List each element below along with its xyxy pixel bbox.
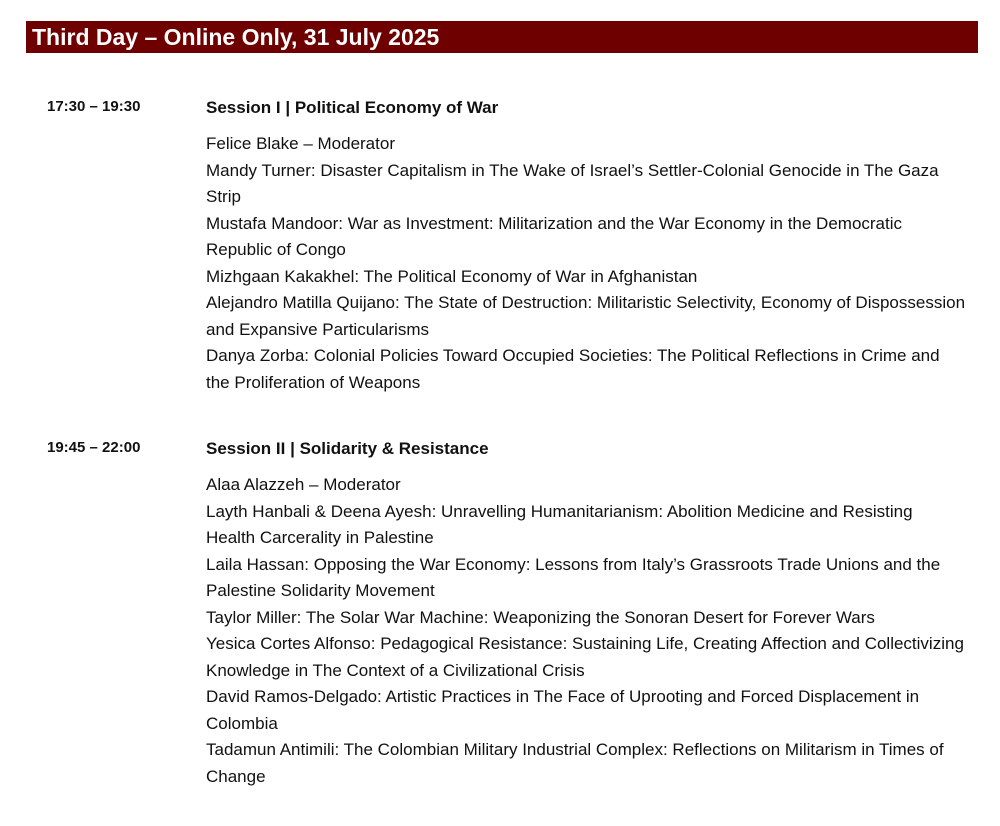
talk-item: Yesica Cortes Alfonso: Pedagogical Resistance: Sustaining Life, Creating Affection and Collectivizing Knowledge in The Context of a Civilizational Crisis <box>206 634 964 680</box>
talk-item: Taylor Miller: The Solar War Machine: Weaponizing the Sonoran Desert for Forever Wars <box>206 607 875 627</box>
moderator: Felice Blake – Moderator <box>206 134 395 153</box>
talk-item: Layth Hanbali & Deena Ayesh: Unravelling Humanitarianism: Abolition Medicine and Resisting Health Carcerality in Palestine <box>206 501 913 547</box>
talk-item: Alejandro Matilla Quijano: The State of Destruction: Militaristic Selectivity, Economy of Dispossession and Expansive Particularisms <box>206 293 966 339</box>
talk-item: Laila Hassan: Opposing the War Economy: Lessons from Italy’s Grassroots Trade Unions and the Palestine Solidarity Movement <box>206 554 941 600</box>
moderator: Alaa Alazzeh – Moderator <box>206 475 401 494</box>
talk-item: Tadamun Antimili: The Colombian Military Industrial Complex: Reflections on Militarism in Times of Change <box>206 740 944 786</box>
talk-item: Mustafa Mandoor: War as Investment: Militarization and the War Economy in the Democratic Republic of Congo <box>206 213 903 259</box>
session-body <box>206 97 966 396</box>
session-title: Session II | Solidarity & Resistance <box>206 439 489 458</box>
talk-item: Danya Zorba: Colonial Policies Toward Occupied Societies: The Political Reflections in Crime and the Proliferation of Weapons <box>206 346 940 392</box>
talk-item: Mizhgaan Kakakhel: The Political Economy of War in Afghanistan <box>206 266 698 286</box>
talk-list <box>206 472 966 790</box>
session-time: 19:45 – 22:00 <box>47 439 141 456</box>
session-time: 17:30 – 19:30 <box>47 98 141 115</box>
talk-item: David Ramos-Delgado: Artistic Practices in The Face of Uprooting and Forced Displacement in Colombia <box>206 687 920 733</box>
talk-list <box>206 131 966 396</box>
session-body <box>206 438 966 790</box>
talk-item: Mandy Turner: Disaster Capitalism in The Wake of Israel’s Settler-Colonial Genocide in The Gaza Strip <box>206 160 939 206</box>
session-title: Session I | Political Economy of War <box>206 98 499 117</box>
day-header: Third Day – Online Only, 31 July 2025 <box>26 21 978 53</box>
